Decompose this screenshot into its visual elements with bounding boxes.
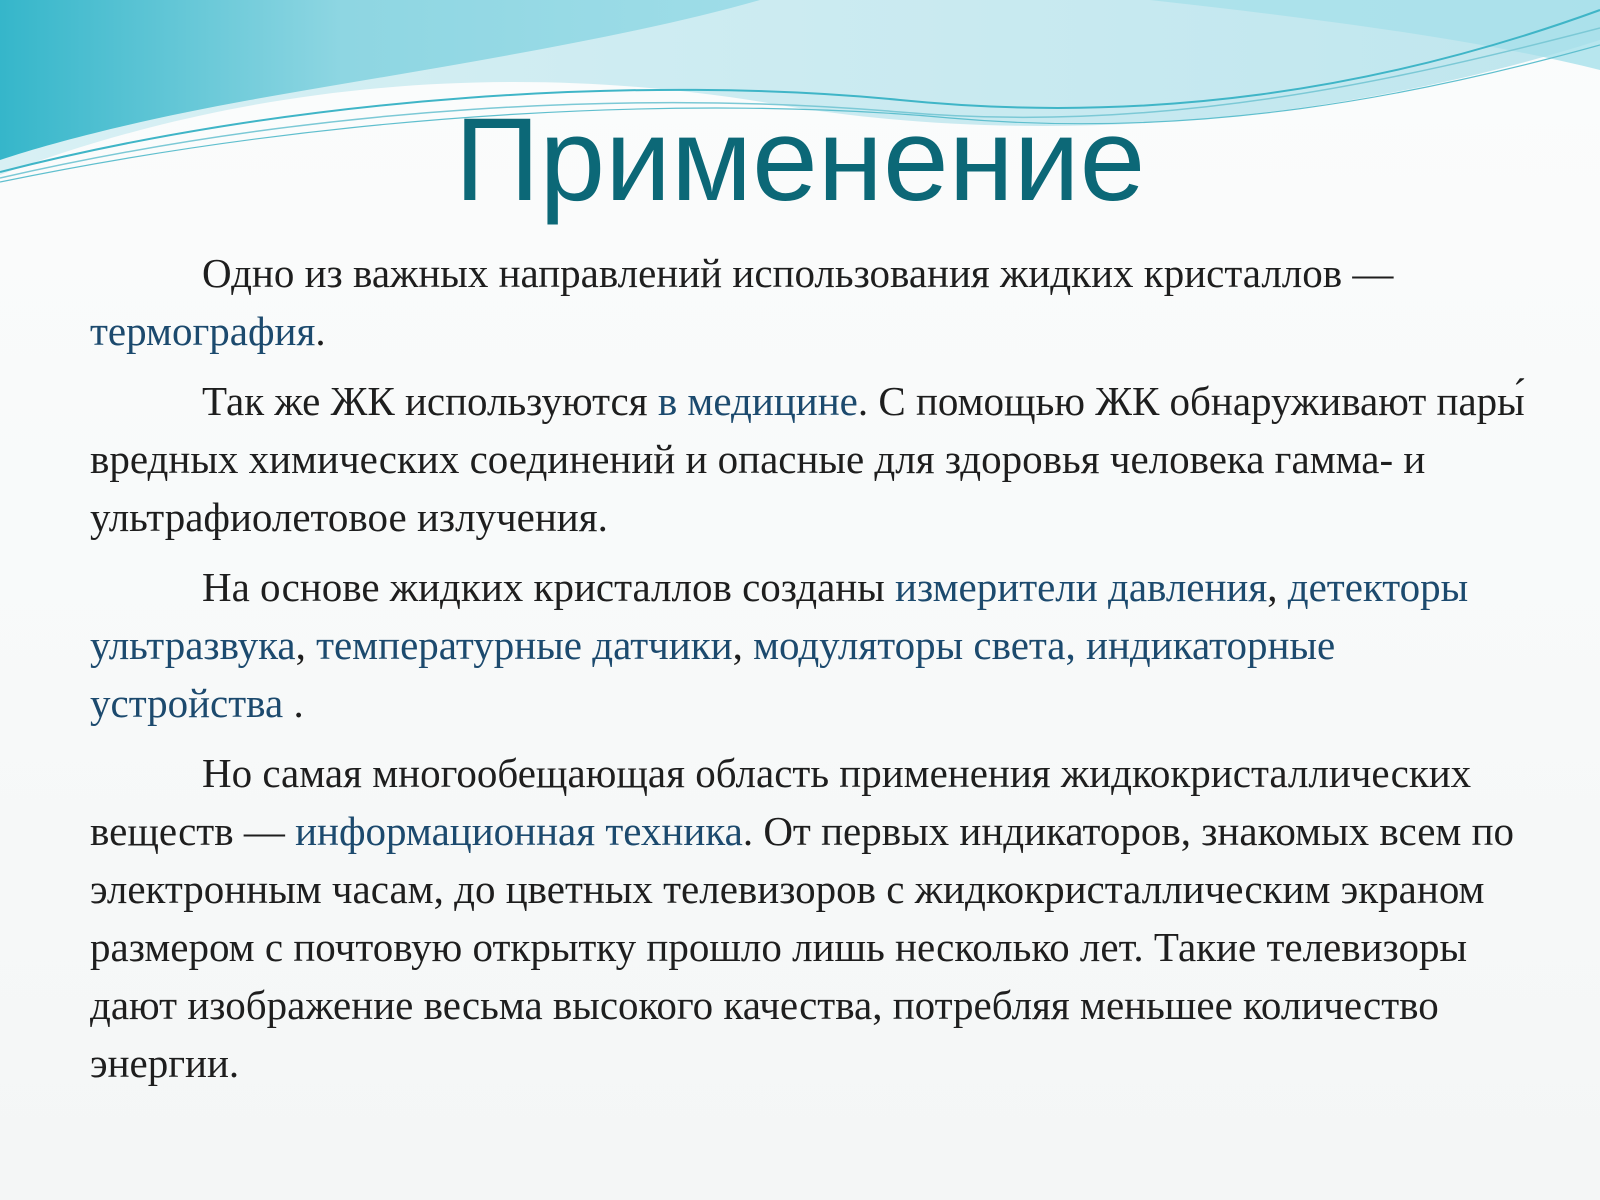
highlighted-term: термография: [90, 308, 316, 354]
paragraph-text: На основе жидких кристаллов созданы: [202, 564, 896, 610]
paragraph-text: . С помощью ЖК обнаруживают пары́ вредных химических соединений и опасные для здоровья человека гамма- и ультрафиолетовое излучения.: [90, 378, 1525, 540]
paragraph: [90, 558, 1530, 732]
paragraph-text: Одно из важных направлений использования жидких кристаллов —: [202, 250, 1394, 296]
paragraph: [90, 744, 1530, 1092]
paragraph: [90, 244, 1530, 360]
paragraph-text: Но самая многообещающая область применения жидкокристаллических веществ —: [90, 750, 1472, 854]
paragraph: [90, 372, 1530, 546]
highlighted-term: детекторы ультразвука: [90, 564, 1469, 668]
paragraph-text: .: [283, 680, 304, 726]
paragraph-text: .: [315, 308, 326, 354]
paragraph-text: ,: [732, 622, 754, 668]
slide-body: [90, 244, 1530, 1104]
paragraph-text: . От первых индикаторов, знакомых всем по электронным часам, до цветных телевизоров с жидкокристаллическим экраном размером с почтовую открытку прошло лишь несколько лет. Такие телевизоры дают изображение весьма высокого качества, потребляя меньшее количество энергии.: [90, 808, 1515, 1086]
slide-title: Применение: [454, 94, 1146, 226]
highlighted-term: измерители давления: [895, 564, 1268, 610]
highlighted-term: информационная техника: [295, 808, 743, 854]
paragraph-text: ,: [1267, 564, 1288, 610]
paragraph-text: Так же ЖК используются: [202, 378, 658, 424]
highlighted-term: температурные датчики: [316, 622, 733, 668]
highlighted-term: в медицине: [657, 378, 858, 424]
highlighted-term: модуляторы света, индикаторные устройства: [90, 622, 1336, 726]
paragraph-text: ,: [295, 622, 317, 668]
